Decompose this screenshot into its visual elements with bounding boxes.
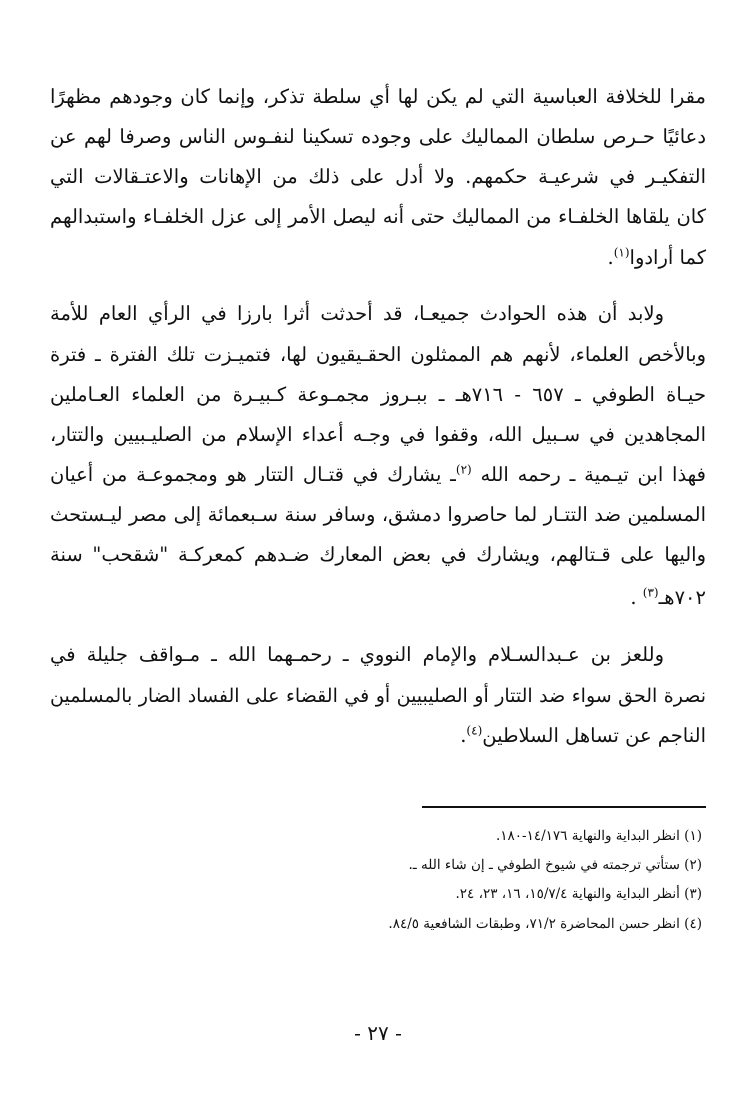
body-line: ولابد أن هذه الحوادث جميعـا، قد أحدثت أثرا بارزا في الرأي العام للأمة <box>50 302 664 325</box>
body-line: نصرة الحق سواء ضد التتار أو الصليبيين أو في القضاء على الفساد الضار بالمسلمين <box>50 685 706 707</box>
footnote: (٣) أنظر البداية والنهاية ١٥/٧/٤، ١٦، ٢٣، ٢٤. <box>455 886 702 902</box>
body-line: كان يلقاها الخلفـاء من المماليك حتى أنه ليصل الأمر إلى عزل الخلفـاء واستبدالهم <box>50 205 706 228</box>
body-line <box>50 583 706 613</box>
body-line: وبالأخص العلماء، لأنهم هم الممثلون الحقـيقيون لها، فتميـزت تلك الفترة ـ فترة <box>50 343 706 366</box>
footnote-ref: (١) <box>613 245 630 260</box>
body-line: دعائيًا حـرص سلطان المماليك على وجوده تسكينا لنفـوس الناس وصرفا لهم عن <box>50 125 706 148</box>
body-line <box>50 721 706 751</box>
page-number: - ٢٧ - <box>354 1021 402 1045</box>
footnote: (١) انظر البداية والنهاية ١٤/١٧٦-١٨٠. <box>495 828 702 844</box>
footnote-ref: (٣) <box>642 585 659 600</box>
body-punct: . <box>630 586 637 609</box>
body-punct: . <box>460 724 467 747</box>
body-text: كما أرادوا <box>629 246 706 269</box>
body-line <box>50 460 706 490</box>
footnote-ref: (٤) <box>466 723 483 738</box>
body-text: فهذا ابن تيـمية ـ رحمه الله <box>480 463 706 486</box>
footnote-ref: (٢) <box>455 462 472 477</box>
body-line: المجاهدين في سـبيل الله، وقفوا في وجـه أعداء الإسلام من الصليـبيين والتتار، <box>50 423 706 446</box>
body-text: ٧٠٢هـ <box>658 586 706 609</box>
body-line <box>50 243 706 273</box>
body-line: حيـاة الطوفي ـ ٦٥٧ - ٧١٦هـ ـ ببـروز مجمـوعة كـبيـرة من العلماء العـاملين <box>50 383 706 406</box>
body-text: ـ يشارك في قتـال التتار هو ومجموعـة من أعيان <box>50 463 456 486</box>
body-text: الناجم عن تساهل السلاطين <box>482 724 706 747</box>
footnote: (٢) ستأتي ترجمته في شيوخ الطوفي ـ إن شاء الله ـ. <box>408 857 702 873</box>
body-punct: . <box>607 246 614 269</box>
body-line: التفكيـر في شرعيـة حكمهم. ولا أدل على ذلك من الإهانات والاعتـقالات التي <box>50 165 706 188</box>
body-line: مقرا للخلافة العباسية التي لم يكن لها أي سلطة تذكر، وإنما كان وجودهم مظهرًا <box>50 85 706 108</box>
body-line: المسلمين ضد التتـار لما حاصروا دمشق، وسافر سنة سـبعمائة إلى مصر ليـستحث <box>50 503 706 526</box>
footnote: (٤) انظر حسن المحاضرة ٧١/٢، وطبقات الشافعية ٨٤/٥. <box>388 916 702 932</box>
body-line: واليها على قـتالهم، ويشارك في بعض المعارك ضـدهم كمعركـة "شقحب" سنة <box>50 543 706 566</box>
body-line: وللعز بن عـبدالسـلام والإمام النووي ـ رحمـهما الله ـ مـواقف جليلة في <box>50 643 664 666</box>
footnote-separator <box>422 806 706 808</box>
